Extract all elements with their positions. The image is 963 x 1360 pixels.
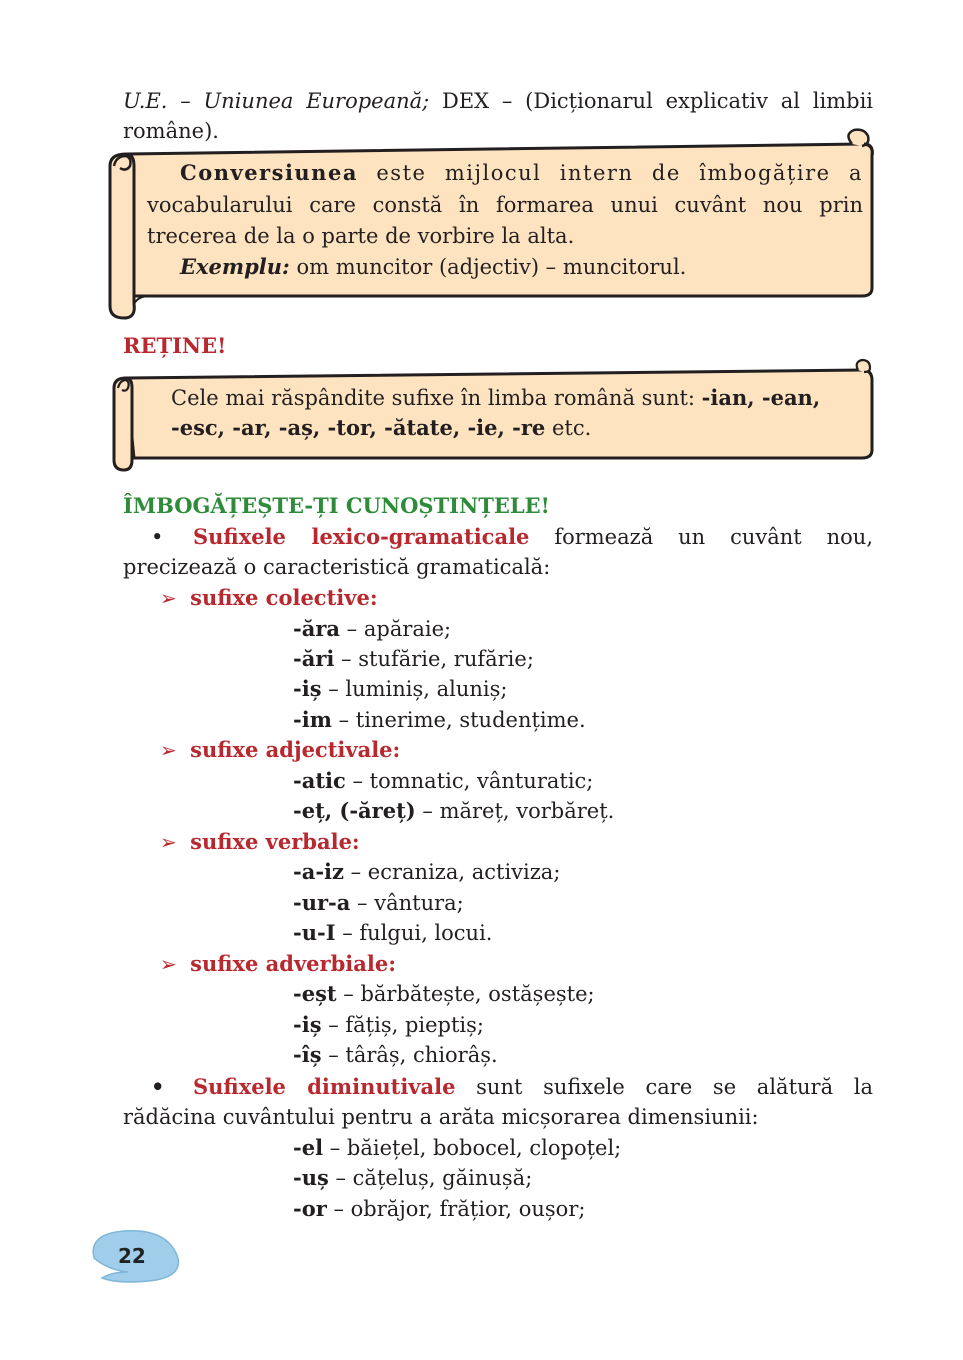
list-item: -eșt – bărbătește, ostășește; [293,981,595,1006]
box1-line-3: trecerea de la o parte de vorbire la alta. [147,224,575,248]
group-title-text: sufixe colective: [190,585,378,610]
group-title-text: sufixe adjectivale: [190,737,401,762]
box1-line-1 [147,158,863,188]
retine-heading: REȚINE! [123,333,227,358]
group-title-text: sufixe verbale: [190,829,360,854]
list-item: -u-I – fulgui, locui. [293,920,493,945]
group-title-verbale [160,827,360,857]
diminutive-line-2: rădăcina cuvântului pentru a arăta micșorarea dimensiunii: [123,1105,759,1129]
list-item: -uș – cățeluș, găinușă; [293,1165,533,1190]
box1-line-2: vocabularului care constă în formarea unui cuvânt nou prin [147,193,863,217]
list-item: -ări – stufărie, rufărie; [293,646,534,671]
list-item: -im – tinerime, studențime. [293,707,586,732]
list-item: -iș – luminiș, aluniș; [293,676,508,701]
box2-line-1 [171,383,820,413]
group-title-adverbiale [160,949,396,979]
box2-line2-rest: etc. [545,416,592,440]
box1-line1-rest: este mijlocul intern de îmbogățire a [357,161,863,185]
list-item: -atic – tomnatic, vânturatic; [293,768,594,793]
list-item: -îș – târâș, chiorâș. [293,1042,498,1067]
arrow-icon: ➢ [160,830,177,854]
box1-term: Conversiunea [180,160,358,185]
lexico-line-1 [123,522,873,552]
lexico-label: Sufixele lexico-gramaticale [193,524,530,549]
intro-line-2: române). [123,119,219,143]
intro-abbrev-dex: DEX – (Dicționarul explicativ al limbii [429,89,874,113]
box2-line1-text: Cele mai răspândite sufixe în limba română sunt: [171,386,702,410]
list-item: -ăra – apăraie; [293,616,452,641]
intro-abbrev-ue: U.E. – Uniunea Europeană; [123,89,430,113]
page-number: 22 [118,1244,146,1268]
lexico-line-2: precizează o caracteristică gramaticală: [123,555,551,579]
list-item: -eț, (-ăreț) – măreț, vorbăreț. [293,798,615,823]
group-title-colective [160,583,378,613]
intro-line-1 [123,86,873,116]
arrow-icon: ➢ [160,738,177,762]
box2-line-2 [171,413,591,443]
bullet-icon: • [151,1074,165,1099]
arrow-icon: ➢ [160,586,177,610]
bullet-icon: • [151,525,164,549]
box2-line2-bold: -esc, -ar, -aș, -tor, -ătate, -ie, -re [171,415,546,440]
group-title-text: sufixe adverbiale: [190,951,396,976]
list-item: -or – obrăjor, frățior, oușor; [293,1196,586,1221]
diminutive-line-1 [123,1072,873,1102]
arrow-icon: ➢ [160,952,177,976]
box1-example [180,252,686,282]
box1-example-label: Exemplu: [180,254,290,279]
diminutive-label: Sufixele diminutivale [193,1074,456,1099]
box2-line1-bold: -ian, -ean, [701,385,821,410]
list-item: -iș – fățiș, pieptiș; [293,1012,484,1037]
diminutive-rest: sunt sufixele care se alătură la [455,1075,874,1099]
list-item: -ur-a – vântura; [293,890,464,915]
enrich-heading: ÎMBOGĂȚEȘTE-ȚI CUNOȘTINȚELE! [123,493,550,518]
group-title-adjectivale [160,735,400,765]
list-item: -a-iz – ecraniza, activiza; [293,859,561,884]
list-item: -el – băiețel, bobocel, clopoțel; [293,1135,622,1160]
lexico-rest: formează un cuvânt nou, [529,525,873,549]
box1-example-text: om muncitor (adjectiv) – muncitorul. [289,255,687,279]
